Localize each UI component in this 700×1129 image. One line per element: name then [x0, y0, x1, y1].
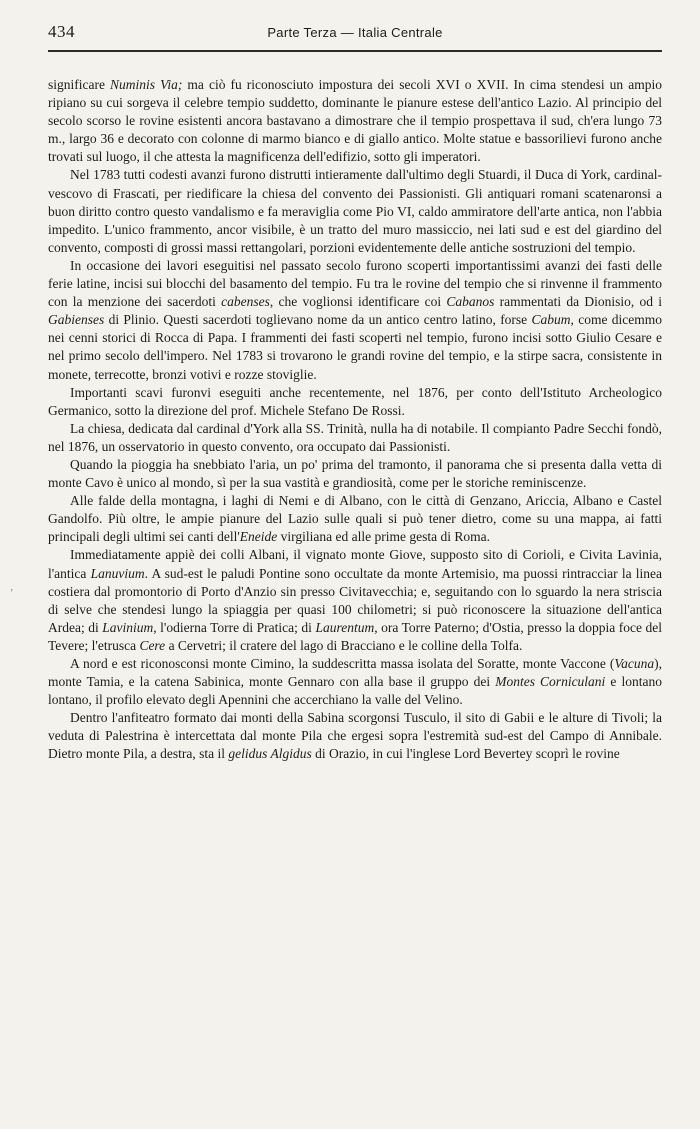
text-run: , che voglionsi identificare coi — [269, 294, 447, 310]
italic-term: Gabienses — [48, 312, 105, 328]
italic-term: Montes Corniculani — [495, 674, 606, 690]
text-run: La chiesa, dedicata dal cardinal d'York alla SS. Trinità, nulla ha di notabile. Il compianto Padre Secchi fondò, nel 1876, un osservatorio in questo convento, ora occupato dai Passionisti. — [48, 420, 662, 454]
body-text — [48, 76, 662, 764]
paragraph — [48, 420, 662, 456]
text-run: significare — [48, 77, 111, 92]
paragraph — [48, 655, 662, 709]
paragraph — [48, 456, 662, 492]
text-run: Dentro l'anfiteatro formato dai monti della Sabina scorgonsi Tusculo, il sito di Gabii e le alture di Tivoli; la veduta di Palestrina è intercettata dal monte Pila che ergesi sopra l'estremità sud-est del Campo di Annibale. Dietro monte Pila, a destra, sta il — [48, 710, 662, 762]
italic-term: Lanuvium — [90, 565, 145, 581]
italic-term: Vacuna — [614, 656, 655, 671]
text-run: ), monte Tamia, e la catena Sabinica, monte Gennaro con alla base il gruppo dei — [48, 656, 662, 690]
running-title: Parte Terza — Italia Centrale — [267, 25, 443, 40]
text-run: ma ciò fu riconosciuto impostura dei secoli XVI o XVII. In cima stendesi un ampio ripiano su cui sorgeva il celebre tempio suddetto, dominante le pianure estese dell'antico Lazio. Al principio del secolo scorso le rovine esistenti ancora bastavano a dimostrare che il tempio prospettava il sud, ch'era lungo 73 m., largo 36 e decorato con colonne di marmo bianco e di giallo antico. Molte statue e bassorilievi furono anche trovati sul luogo, il che attesta la magnificenza dell'edifizio, sotto gli imperatori. — [48, 77, 662, 165]
text-run: , l'odierna Torre di Pratica; di — [153, 619, 316, 635]
text-run: rammentati da Dionisio, od i — [494, 294, 662, 310]
italic-term: Cabum — [531, 312, 571, 328]
text-run: di Plinio. Questi sacerdoti toglievano nome da un antico centro latino, forse — [104, 312, 532, 328]
italic-term: Cabanos — [446, 294, 495, 310]
text-run: di Orazio, in cui l'inglese Lord Bevertey scoprì le rovine — [311, 746, 620, 762]
text-run: a Cervetri; il cratere del lago di Bracciano e le colline della Tolfa. — [165, 637, 523, 653]
text-run: . A sud-est le paludi Pontine sono occultate da monte Artemisio, ma puossi rintracciar la linea costiera dal promontorio di Porto d'Anzio sin presso Civitavecchia; e, seguitando con lo sguardo la nera striscia di selve che stendesi lungo la spiaggia per quasi 100 chilometri; si può riconoscere la situazione dell'antica Ardea; di — [48, 565, 662, 635]
text-run: e lontano lontano, il profilo elevato degli Apennini che accerchiano la valle del Velino. — [48, 674, 662, 708]
italic-term: Cere — [139, 637, 166, 653]
italic-term: gelidus Algidus — [228, 746, 312, 762]
paragraph — [48, 166, 662, 256]
text-run: Alle falde della montagna, i laghi di Nemi e di Albano, con le città di Genzano, Ariccia, Albano e Castel Gandolfo. Più oltre, le ampie pianure del Lazio sulle quali si può tener dietro, come su una mappa, ai fatti principali degli ultimi sei canti dell' — [48, 493, 662, 545]
italic-term: Laurentum — [315, 619, 375, 635]
text-run: A nord e est riconosconsi monte Cimino, la suddescritta massa isolata del Soratte, monte Vaccone ( — [70, 656, 615, 671]
text-run: In occasione dei lavori eseguitisi nel passato secolo furono scoperti importantissimi avanzi dei fasti delle ferie latine, incisi sui blocchi del basamento del tempio. Fu tra le rovine del tempio che si rinvenne il frammento con la menzione dei sacerdoti — [48, 257, 662, 310]
page-header — [48, 20, 662, 52]
paragraph — [48, 492, 662, 546]
page-number: 434 — [48, 22, 75, 41]
margin-mark: ʼ — [10, 588, 14, 599]
paragraph — [48, 384, 662, 420]
italic-term: cabenses — [221, 294, 270, 310]
text-run: Importanti scavi furonvi eseguiti anche recentemente, nel 1876, per conto dell'Istituto Archeologico Germanico, sotto la direzione del prof. Michele Stefano De Rossi. — [48, 384, 662, 418]
paragraph — [48, 76, 662, 166]
text-run: Immediatamente appiè dei colli Albani, il vignato monte Giove, supposto sito di Corioli, e Civita Lavinia, l'antica — [48, 547, 662, 581]
italic-term: Numinis Via; — [110, 77, 183, 92]
paragraph — [48, 257, 662, 384]
italic-term: Lavinium — [102, 619, 154, 635]
paragraph — [48, 546, 662, 655]
text-run: virgiliana ed alle prime gesta di Roma. — [277, 529, 490, 545]
paragraph — [48, 709, 662, 763]
text-run: , ora Torre Paterno; d'Ostia, presso la doppia foce del Tevere; l'etrusca — [48, 619, 662, 653]
italic-term: Eneide — [239, 529, 278, 545]
text-run: , come dicemmo nei cenni storici di Rocca di Papa. I frammenti dei fasti scoperti nel tempio, furono incisi sotto Giulio Cesare e nel primo secolo dell'impero. Nel 1783 si trovarono le grandi rovine del tempio, e la stirpe sacra, consistente in monete, terrecotte, bronzi votivi e rozze stoviglie. — [48, 312, 662, 382]
text-run: Nel 1783 tutti codesti avanzi furono distrutti intieramente dall'ultimo degli Stuardi, il Duca di York, cardinal-vescovo di Frascati, per riedificare la chiesa del convento dei Passionisti. Gli antiquari romani scatenaronsi a buon diritto contro questo vandalismo e fa meraviglia come Pio VI, caldo ammiratore dell'arte antica, non l'abbia impedito. L'unico frammento, ancor visibile, è un tratto del muro massiccio, nei lati sud e est del giardino del convento, composti di grossi massi rettangolari, porzioni evidentemente delle antiche sostruzioni del tempio. — [48, 167, 662, 255]
text-run: Quando la pioggia ha snebbiato l'aria, un po' prima del tramonto, il panorama che si presenta dalla vetta di monte Cavo è unico al mondo, sì per la sua vastità e grandiosità, come per le storiche reminiscenze. — [48, 456, 662, 491]
